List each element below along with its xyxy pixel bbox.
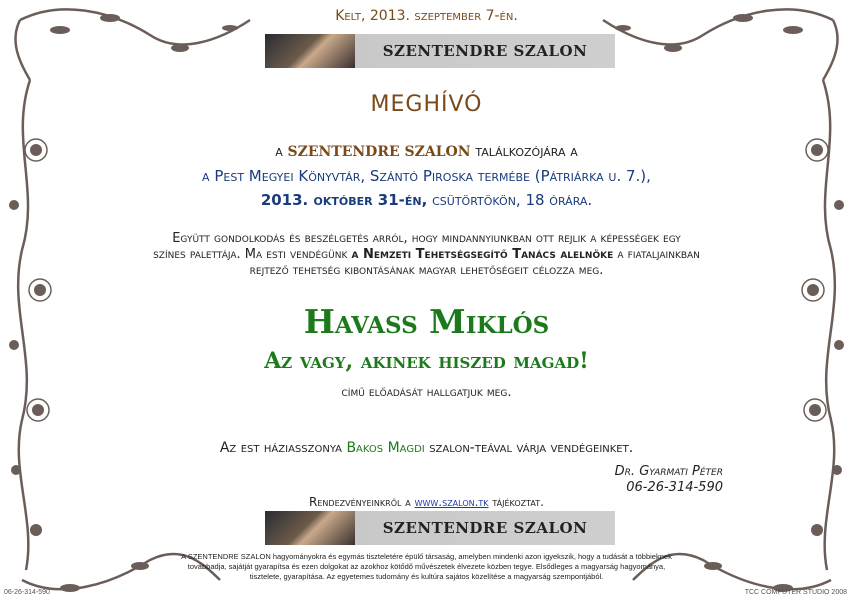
event-date: 2013. október 31-én, [260,191,428,209]
footer-line-2: továbbadja, sajátját gyarapítsa és ezen dolgokat az azokhoz kötődő művészetek élvezete közben tegye. Elsődleges a magyarság hagyománya, [187,562,666,571]
hostess-name: Bakos Magdi [346,440,425,456]
hostess-line [140,440,713,456]
intro-post: találkozójára a [475,142,578,160]
footer-line-3: tisztelete, gyarapítása. Az egyetemes tudomány és kultúra sajátos közelítése a magyarság szempontjából. [249,572,604,581]
event-time: csütörtökön, 18 órára. [432,191,593,209]
page-title [140,92,713,117]
banner-label-bottom: SZENTENDRE SZALON [382,519,588,537]
website-link[interactable]: www.szalon.tk [414,495,489,509]
footer-left-code: 06-26-314-590 [4,589,50,596]
date-line [140,8,713,24]
intro-line-1 [140,142,713,160]
intro-name: SZENTENDRE SZALON [287,144,471,160]
talk-suffix-text: című előadását hallgatjuk meg. [341,385,512,400]
talk-suffix [140,385,713,400]
intro-pre: a [275,142,283,160]
footer-right-code: TCC COMPUTER STUDIO 2008 [744,589,847,596]
intro-line-3 [140,191,713,209]
talk-title [140,348,713,374]
description-line-2 [140,247,713,263]
title-text: MEGHÍVÓ [370,92,483,117]
description-post: a fiataljainkban [617,247,700,262]
talk-title-text: Az vagy, akinek hiszed magad! [264,348,589,374]
description-bold: a Nemzeti Tehetségsegítő Tanács alelnöke [351,247,614,262]
signature-name: Dr. Gyarmati Péter [614,464,723,479]
szalon-banner-top [265,34,615,68]
description [140,231,713,279]
hostess-post: szalon-teával várja vendégeinket. [429,440,634,456]
hostess-pre: Az est háziasszonya [219,440,342,456]
date-text: Kelt, 2013. szeptember 7-én. [335,8,518,24]
signature-phone: 06-26-314-590 [626,480,723,495]
description-line-3: rejtező tehetség kibontásának magyar lehetőségeit célozza meg. [249,263,604,278]
footer-line-1: A SZENTENDRE SZALON hagyományokra és egymás tiszteletére épülő társaság, amelyben mindenki azon igyekszik, hogy a tudását a többieknek [181,552,672,561]
signature [615,464,723,496]
handshake-image-bottom [265,511,355,545]
footer-text [150,552,703,582]
description-pre: színes palettája. Ma esti vendégünk [153,247,348,262]
szalon-banner-bottom [265,511,615,545]
handshake-image [265,34,355,68]
info-post: tájékoztat. [492,495,544,509]
speaker-name-text: Havass Miklós [303,302,550,341]
venue-text: a Pest Megyei Könyvtár, Szántó Piroska termébe (Pátriárka u. 7.), [202,167,651,185]
info-line [140,495,713,509]
description-line-1: Együtt gondolkodás és beszélgetés arról, hogy mindannyiunkban ott rejlik a képességek egy [172,231,681,246]
speaker-name [140,302,713,341]
banner-label: SZENTENDRE SZALON [382,42,588,60]
intro-line-2 [140,167,713,185]
info-pre: Rendezvényeinkről a [309,495,411,509]
